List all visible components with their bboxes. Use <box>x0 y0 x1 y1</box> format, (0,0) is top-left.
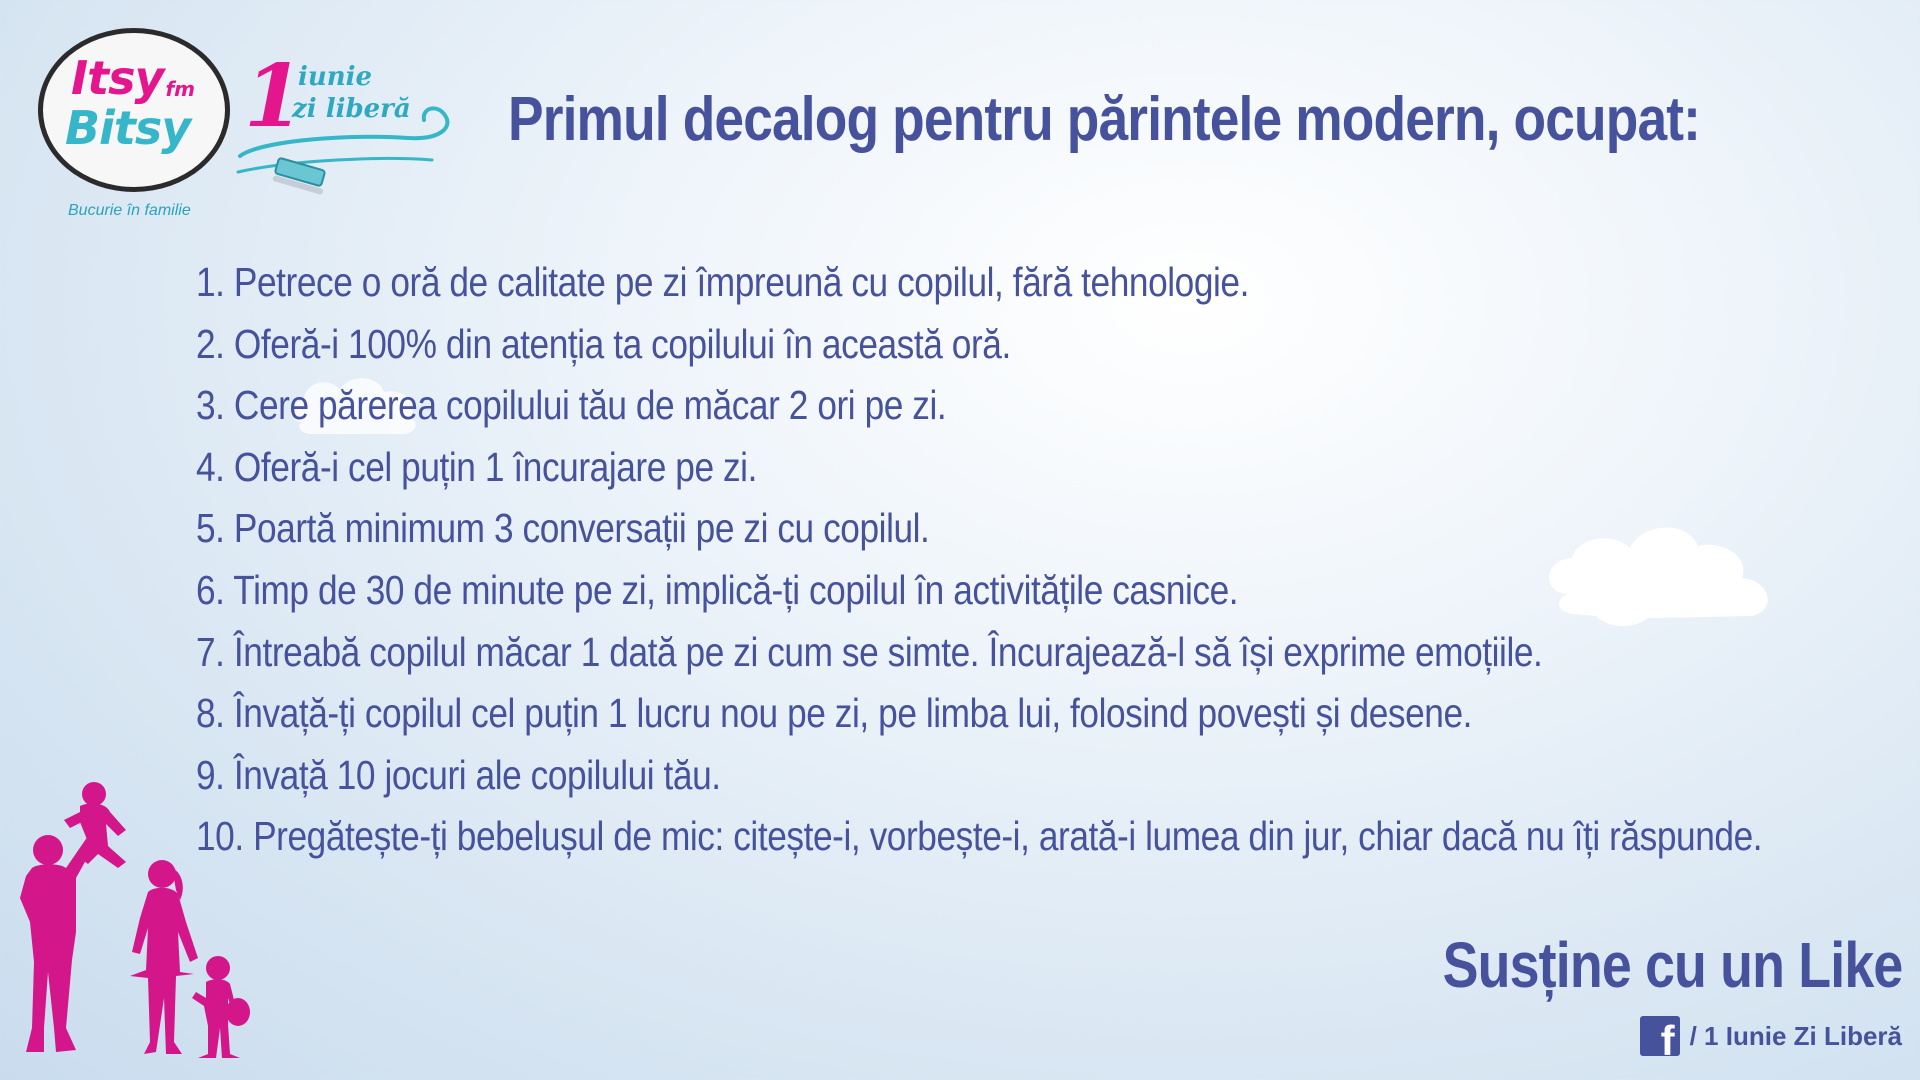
facebook-page-name: / 1 Iunie Zi Liberă <box>1689 1020 1902 1051</box>
list-item: 2. Oferă-i 100% din atenția ta copilului în această oră. <box>196 320 1011 367</box>
logo-word-itsy: Itsy <box>71 51 164 105</box>
decalogue-list <box>196 252 1920 868</box>
list-item: 7. Întreabă copilul măcar 1 dată pe zi cum se simte. Încurajează-l să își exprime emoțiile. <box>196 628 1543 675</box>
list-item: 10. Pregătește-ți bebelușul de mic: citește-i, vorbește-i, arată-i lumea din jur, chiar dacă nu îți răspunde. <box>196 813 1763 860</box>
itsy-bitsy-logo <box>38 28 238 220</box>
like-call-to-action: Susține cu un Like <box>1442 929 1902 1001</box>
list-item: 5. Poartă minimum 3 conversații pe zi cu copilul. <box>196 505 930 552</box>
list-item: 6. Timp de 30 de minute pe zi, implică-ți copilul în activitățile casnice. <box>196 566 1239 613</box>
page-title: Primul decalog pentru părintele modern, ocupat: <box>508 85 1701 154</box>
facebook-icon: f <box>1640 1016 1680 1056</box>
logo-badge <box>38 28 230 192</box>
list-item: 3. Cere părerea copilului tău de măcar 2 ori pe zi. <box>196 382 947 429</box>
campaign-badge <box>232 48 464 218</box>
badge-line-2: zi liberă <box>292 94 411 124</box>
badge-line-1: iunie <box>298 62 373 92</box>
list-item: 4. Oferă-i cel puțin 1 încurajare pe zi. <box>196 443 757 490</box>
list-item: 8. Învață-ți copilul cel puțin 1 lucru nou pe zi, pe limba lui, folosind povești și desene. <box>196 690 1473 737</box>
logo-word-bitsy: Bitsy <box>65 101 191 155</box>
list-item: 9. Învață 10 jocuri ale copilului tău. <box>196 751 721 798</box>
logo-tagline: Bucurie în familie <box>68 202 191 219</box>
facebook-page-link[interactable] <box>1640 1016 1902 1056</box>
list-item: 1. Petrece o oră de calitate pe zi împreună cu copilul, fără tehnologie. <box>196 259 1249 305</box>
family-silhouette-icon <box>14 772 284 1072</box>
logo-fm: fm <box>165 77 195 101</box>
badge-number: 1 <box>244 46 304 147</box>
